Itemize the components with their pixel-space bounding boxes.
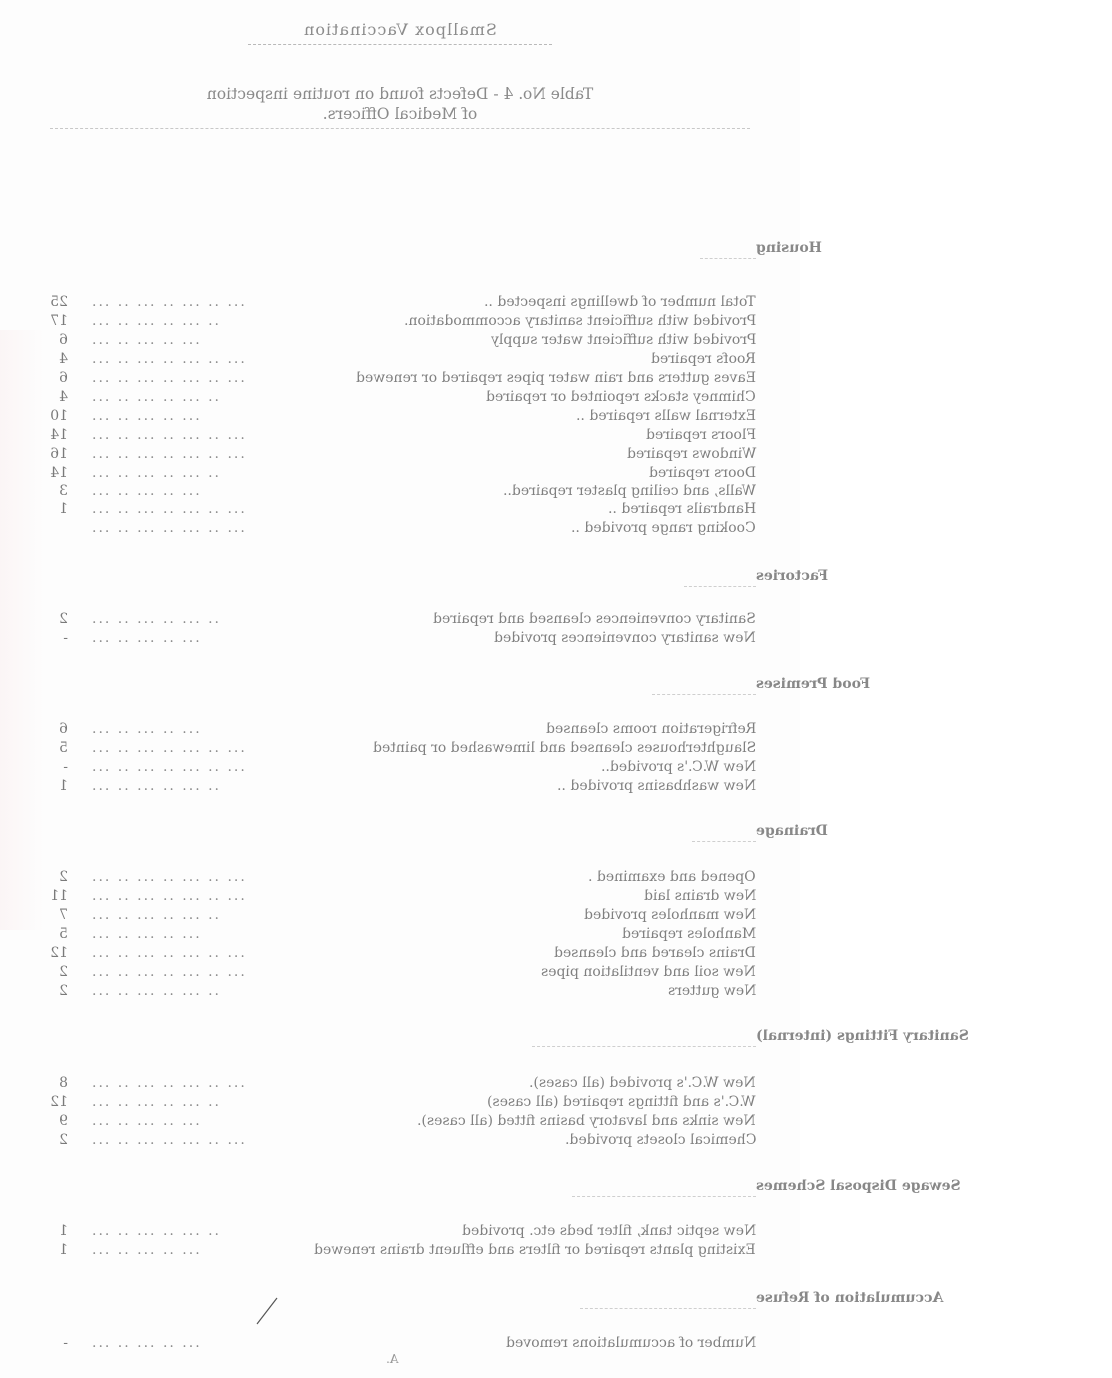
- table-row: [40, 739, 756, 757]
- table-row: [40, 777, 756, 795]
- table-row: [40, 1093, 756, 1111]
- section-heading-text: Sewage Disposal Schemes: [756, 1178, 961, 1194]
- row-label: New W.C.'s provided (all cases).: [529, 1075, 756, 1091]
- table-row: [40, 925, 756, 943]
- row-count: 10: [50, 408, 68, 424]
- row-count: 12: [50, 1094, 68, 1110]
- document-title: Smallpox Vaccination: [303, 20, 497, 39]
- row-count: 2: [59, 983, 68, 999]
- row-label: New soil and ventilation pipes: [541, 964, 756, 980]
- section-heading-underline: [700, 258, 756, 259]
- row-count: 7: [59, 907, 68, 923]
- table-row: [40, 350, 756, 368]
- row-count: 12: [50, 945, 68, 961]
- row-label: Eaves gutters and rain water pipes repaired or renewed: [356, 370, 756, 386]
- footer-mark: A.: [386, 1352, 399, 1366]
- row-count: 11: [50, 888, 68, 904]
- row-leader-dots: ... .. ... .. ... .. ...: [92, 1132, 247, 1148]
- row-leader-dots: ... .. ... .. ...: [92, 926, 202, 942]
- row-count: 25: [50, 294, 68, 310]
- row-label: W.C.'s and fittings repaired (all cases): [487, 1094, 756, 1110]
- row-leader-dots: ... .. ... .. ... ..: [92, 983, 222, 999]
- row-leader-dots: ... .. ... .. ...: [92, 332, 202, 348]
- row-leader-dots: ... .. ... .. ... .. ...: [92, 427, 247, 443]
- table-row: [40, 906, 756, 924]
- row-leader-dots: ... .. ... .. ... .. ...: [92, 520, 247, 536]
- row-count: 9: [59, 1113, 68, 1129]
- row-count: 17: [50, 313, 68, 329]
- pen-mark-icon: [255, 1296, 279, 1326]
- table-row: [40, 500, 756, 518]
- row-count: 2: [59, 611, 68, 627]
- row-count: 1: [59, 1242, 68, 1258]
- row-leader-dots: ... .. ... .. ... ..: [92, 1223, 222, 1239]
- row-leader-dots: ... .. ... .. ... .. ...: [92, 945, 247, 961]
- row-label: Roofs repaired: [651, 351, 756, 367]
- table-row: [40, 1334, 756, 1352]
- row-label: New drains laid: [643, 888, 756, 904]
- row-leader-dots: ... .. ... .. ... .. ...: [92, 759, 247, 775]
- title-underline: [248, 44, 552, 45]
- table-row: [40, 293, 756, 311]
- row-label: New gutters: [667, 983, 756, 999]
- subtitle-line-2: of Medical Officers.: [322, 105, 478, 123]
- scan-edge-artifact: [0, 330, 44, 930]
- row-leader-dots: ... .. ... .. ... .. ...: [92, 888, 247, 904]
- subtitle-line-1: Table No. 4 - Defects found on routine inspection: [206, 85, 594, 103]
- row-leader-dots: ... .. ... .. ... .. ...: [92, 351, 247, 367]
- row-label: Provided with sufficient water supply: [490, 332, 756, 348]
- row-label: Refrigeration rooms cleansed: [545, 721, 756, 737]
- row-label: New sinks and lavatory basins fitted (all cases).: [417, 1113, 756, 1129]
- section-heading-1: [400, 240, 822, 259]
- document-header: [0, 20, 800, 39]
- section-heading-2: [400, 568, 829, 587]
- row-label: Chimney stacks repointed or repaired: [486, 389, 756, 405]
- section-heading-text: Accumulation of Refuse: [756, 1290, 944, 1306]
- row-label: Doors repaired: [648, 465, 756, 481]
- row-label: Slaughterhouses cleansed and limewashed or painted: [372, 740, 756, 756]
- row-leader-dots: ... .. ... .. ...: [92, 1335, 202, 1351]
- table-row: [40, 331, 756, 349]
- row-count: -: [63, 630, 68, 646]
- row-label: Opened and examined .: [588, 869, 756, 885]
- row-leader-dots: ... .. ... .. ... .. ...: [92, 501, 247, 517]
- table-row: [40, 1074, 756, 1092]
- row-label: Manholes repaired: [621, 926, 756, 942]
- table-row: [40, 868, 756, 886]
- row-count: 6: [59, 332, 68, 348]
- section-heading-3: [400, 676, 871, 695]
- row-count: 5: [59, 740, 68, 756]
- table-row: [40, 1222, 756, 1240]
- row-label: Sanitary conveniences cleansed and repaired: [433, 611, 756, 627]
- row-leader-dots: ... .. ... .. ... .. ...: [92, 446, 247, 462]
- row-leader-dots: ... .. ... .. ... ..: [92, 907, 222, 923]
- table-row: [40, 1131, 756, 1149]
- row-leader-dots: ... .. ... .. ... .. ...: [92, 964, 247, 980]
- row-count: 6: [59, 721, 68, 737]
- table-row: [40, 445, 756, 463]
- table-row: [40, 1112, 756, 1130]
- row-leader-dots: ... .. ... .. ... .. ...: [92, 370, 247, 386]
- row-leader-dots: ... .. ... .. ...: [92, 408, 202, 424]
- row-leader-dots: ... .. ... .. ...: [92, 721, 202, 737]
- row-leader-dots: ... .. ... .. ... .. ...: [92, 294, 247, 310]
- row-leader-dots: ... .. ... .. ...: [92, 630, 202, 646]
- row-leader-dots: ... .. ... .. ... ..: [92, 389, 222, 405]
- row-count: 2: [59, 1132, 68, 1148]
- section-heading-4: [400, 823, 828, 842]
- table-row: [40, 887, 756, 905]
- row-count: 1: [59, 501, 68, 517]
- table-row: [40, 464, 756, 482]
- row-label: External walls repaired ..: [576, 408, 756, 424]
- table-row: [40, 482, 756, 500]
- row-count: 16: [50, 446, 68, 462]
- section-heading-underline: [532, 1046, 756, 1047]
- row-leader-dots: ... .. ... .. ... .. ...: [92, 869, 247, 885]
- table-row: [40, 963, 756, 981]
- row-label: New septic tank, filter beds etc. provided: [461, 1223, 756, 1239]
- table-row: [40, 758, 756, 776]
- table-row: [40, 519, 756, 537]
- row-count: 1: [59, 1223, 68, 1239]
- section-heading-underline: [580, 1308, 756, 1309]
- row-count: 6: [59, 370, 68, 386]
- row-count: 14: [50, 465, 68, 481]
- row-count: 4: [59, 351, 68, 367]
- row-count: 2: [59, 964, 68, 980]
- section-heading-6: [400, 1178, 961, 1197]
- row-count: 8: [59, 1075, 68, 1091]
- table-row: [40, 610, 756, 628]
- row-label: Provided with sufficient sanitary accommodation.: [403, 313, 756, 329]
- section-heading-text: Factories: [756, 568, 829, 584]
- section-heading-text: Drainage: [756, 823, 828, 839]
- table-row: [40, 944, 756, 962]
- row-label: New washbasins provided ..: [556, 778, 756, 794]
- section-heading-5: [400, 1028, 969, 1047]
- section-heading-underline: [572, 1196, 756, 1197]
- row-label: Walls, and ceiling plaster repaired..: [503, 483, 756, 499]
- row-count: 14: [50, 427, 68, 443]
- section-heading-text: Sanitary Fittings (internal): [756, 1028, 969, 1044]
- row-label: New sanitary conveniences provided: [494, 630, 756, 646]
- table-row: [40, 312, 756, 330]
- row-label: New manholes provided: [583, 907, 756, 923]
- row-label: Windows repaired: [626, 446, 756, 462]
- row-count: -: [63, 759, 68, 775]
- row-label: Chemical closets provided.: [564, 1132, 756, 1148]
- table-row: [40, 720, 756, 738]
- row-leader-dots: ... .. ... .. ...: [92, 483, 202, 499]
- section-heading-text: Food Premises: [756, 676, 871, 692]
- row-leader-dots: ... .. ... .. ... ..: [92, 1094, 222, 1110]
- row-leader-dots: ... .. ... .. ... ..: [92, 465, 222, 481]
- row-leader-dots: ... .. ... .. ... ..: [92, 313, 222, 329]
- row-label: Floors repaired: [645, 427, 756, 443]
- table-row: [40, 982, 756, 1000]
- row-label: Existing plants repaired or filters and effluent drains renewed: [314, 1242, 756, 1258]
- row-label: Drains cleared and cleansed: [554, 945, 756, 961]
- row-leader-dots: ... .. ... .. ... .. ...: [92, 1075, 247, 1091]
- table-row: [40, 388, 756, 406]
- row-label: Number of accumulations removed: [505, 1335, 756, 1351]
- row-label: Handrails repaired ..: [607, 501, 756, 517]
- row-leader-dots: ... .. ... .. ... ..: [92, 778, 222, 794]
- row-count: 1: [59, 778, 68, 794]
- row-leader-dots: ... .. ... .. ...: [92, 1113, 202, 1129]
- row-leader-dots: ... .. ... .. ... .. ...: [92, 740, 247, 756]
- row-count: 3: [59, 483, 68, 499]
- subtitle-rule: [50, 128, 750, 129]
- table-row: [40, 1241, 756, 1259]
- row-leader-dots: ... .. ... .. ... ..: [92, 611, 222, 627]
- section-heading-text: Housing: [756, 240, 822, 256]
- section-heading-7: [400, 1290, 944, 1309]
- row-count: 2: [59, 869, 68, 885]
- table-row: [40, 407, 756, 425]
- section-heading-underline: [684, 586, 756, 587]
- section-heading-underline: [692, 841, 756, 842]
- row-label: Cooking range provided ..: [571, 520, 756, 536]
- row-label: New W.C.'s provided..: [600, 759, 756, 775]
- table-row: [40, 369, 756, 387]
- row-count: 5: [59, 926, 68, 942]
- document-subtitle: [0, 84, 800, 124]
- row-count: -: [63, 1335, 68, 1351]
- row-count: 4: [59, 389, 68, 405]
- row-leader-dots: ... .. ... .. ...: [92, 1242, 202, 1258]
- table-row: [40, 426, 756, 444]
- row-label: Total number of dwellings inspected ..: [484, 294, 756, 310]
- table-row: [40, 629, 756, 647]
- section-heading-underline: [652, 694, 756, 695]
